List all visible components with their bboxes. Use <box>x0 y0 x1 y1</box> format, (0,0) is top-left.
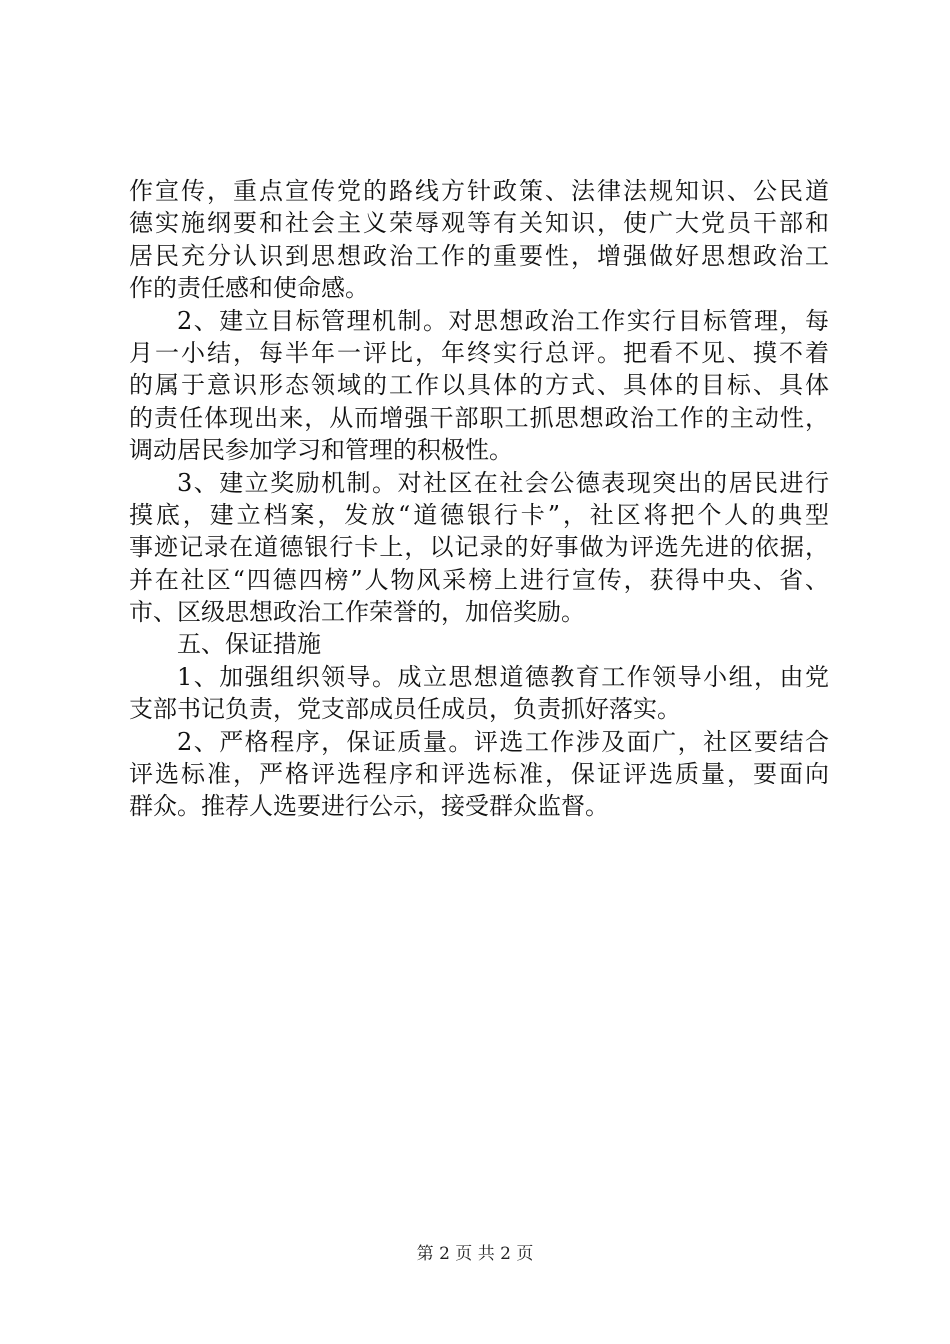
document-body <box>129 175 829 823</box>
text-line: 的责任体现出来，从而增强干部职工抓思想政治工作的主动性， <box>129 403 829 432</box>
text-line: 2、严格程序，保证质量。评选工作涉及面广，社区要结合 <box>177 727 829 756</box>
text-line: 事迹记录在道德银行卡上，以记录的好事做为评选先进的依据， <box>129 533 829 562</box>
text-line: 摸底，建立档案，发放“道德银行卡”，社区将把个人的典型 <box>129 500 829 529</box>
page-number-footer: 第 2 页 共 2 页 <box>416 1244 534 1264</box>
text-line: 评选标准，严格评选程序和评选标准，保证评选质量，要面向 <box>129 760 829 789</box>
text-line: 2、建立目标管理机制。对思想政治工作实行目标管理，每 <box>177 306 829 335</box>
text-line: 1、加强组织领导。成立思想道德教育工作领导小组，由党 <box>177 662 829 691</box>
text-line: 支部书记负责，党支部成员任成员，负责抓好落实。 <box>129 695 681 724</box>
text-line: 的属于意识形态领域的工作以具体的方式、具体的目标、具体 <box>129 371 829 400</box>
section-heading: 五、保证措施 <box>177 630 321 659</box>
text-line: 居民充分认识到思想政治工作的重要性，增强做好思想政治工 <box>129 241 829 270</box>
text-line: 德实施纲要和社会主义荣辱观等有关知识，使广大党员干部和 <box>129 209 829 238</box>
text-line: 市、区级思想政治工作荣誉的，加倍奖励。 <box>129 598 585 627</box>
text-line: 作的责任感和使命感。 <box>129 274 369 303</box>
text-line: 调动居民参加学习和管理的积极性。 <box>129 436 513 465</box>
text-line: 群众。推荐人选要进行公示，接受群众监督。 <box>129 792 609 821</box>
text-line: 作宣传，重点宣传党的路线方针政策、法律法规知识、公民道 <box>129 177 829 205</box>
text-line: 并在社区“四德四榜”人物风采榜上进行宣传，获得中央、省、 <box>129 565 829 594</box>
text-line: 月一小结，每半年一评比，年终实行总评。把看不见、摸不着 <box>129 338 829 367</box>
text-line: 3、建立奖励机制。对社区在社会公德表现突出的居民进行 <box>177 468 829 497</box>
